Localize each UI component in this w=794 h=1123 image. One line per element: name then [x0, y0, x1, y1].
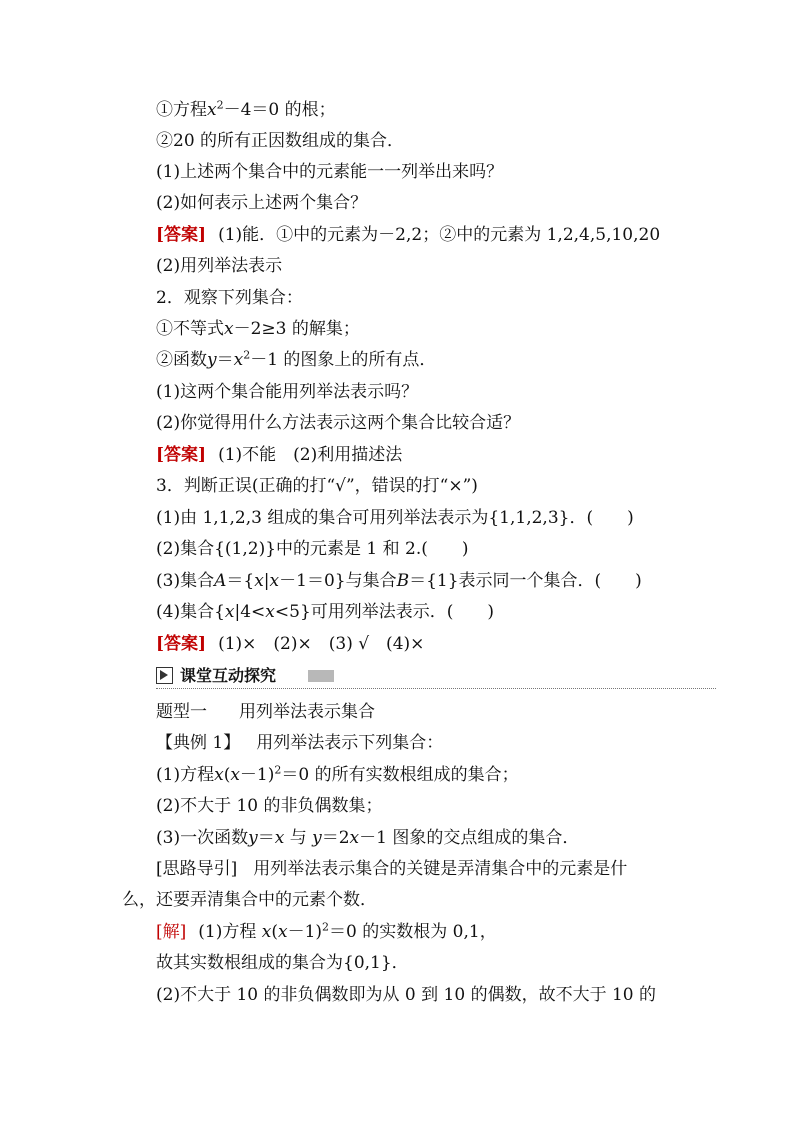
example-label: 【典例 1】 — [156, 733, 241, 753]
section-header — [156, 664, 716, 689]
text-line: (2)集合{(1,2)}中的元素是 1 和 2.( ) — [156, 539, 469, 559]
example-line: 【典例 1】 用列举法表示下列集合： — [156, 733, 444, 753]
text-line: (3)一次函数y＝x 与 y＝2x－1 图象的交点组成的集合． — [156, 828, 580, 848]
text-line: ②函数$y=x^2-1$ 的图象上的所有点． — [156, 348, 437, 370]
answer-tag: [答案] — [156, 225, 207, 245]
text-line: (3)集合A＝{x|x－1＝0}与集合B＝{1}表示同一个集合．( ) — [156, 571, 642, 591]
answer-line: [答案] (1)不能 (2)利用描述法 — [156, 445, 403, 465]
answer-tag: [答案] — [156, 445, 207, 465]
text-line: ①方程$x^2-4=0$ 的根； — [156, 98, 336, 120]
section-shade-bar — [308, 670, 334, 682]
text-line: (4)集合{x|4<x<5}可用列举法表示．( ) — [156, 602, 495, 622]
solution-tag: [解] — [156, 922, 187, 942]
text-line: (2)如何表示上述两个集合？ — [156, 193, 368, 213]
text-line: ①不等式x－2≥3 的解集； — [156, 319, 360, 339]
text-line: (1)由 1,1,2,3 组成的集合可用列举法表示为{1,1,2,3}．( ) — [156, 508, 634, 528]
text-line: (2)用列举法表示 — [156, 256, 283, 276]
solution-line: [解] (1)方程 $x(x-1)^2=0$ 的实数根为 0,1， — [156, 920, 497, 942]
question-heading: 2．观察下列集合： — [156, 288, 303, 308]
play-arrow-icon — [156, 667, 173, 684]
text-line: (2)你觉得用什么方法表示这两个集合比较合适？ — [156, 413, 521, 433]
text-line: (2)不大于 10 的非负偶数集； — [156, 796, 383, 816]
hint-label: [思路导引] — [156, 859, 238, 879]
answer-line: [答案] (1)× (2)× (3) √ (4)× — [156, 634, 425, 654]
text-line: (2)不大于 10 的非负偶数即为从 0 到 10 的偶数，故不大于 10 的 — [156, 985, 657, 1005]
text-line: 故其实数根组成的集合为{0,1}． — [156, 953, 409, 973]
answer-line: [答案] (1)能．①中的元素为－2,2；②中的元素为 1,2,4,5,10,20 — [156, 225, 661, 245]
text-line: (1)这两个集合能用列举法表示吗？ — [156, 382, 419, 402]
answer-tag: [答案] — [156, 634, 207, 654]
type-heading: 题型一 用列举法表示集合 — [156, 702, 375, 722]
text-line: 么，还要弄清集合中的元素个数． — [122, 890, 377, 910]
text-line: (1)方程$x(x-1)^2=0$ 的所有实数根组成的集合； — [156, 763, 519, 785]
section-title: 课堂互动探究 — [180, 666, 277, 685]
question-heading: 3．判断正误(正确的打“√”，错误的打“×”) — [156, 476, 478, 496]
text-line: ②20 的所有正因数组成的集合． — [156, 131, 405, 151]
hint-line: [思路导引] 用列举法表示集合的关键是弄清集合中的元素是什 — [156, 859, 628, 879]
text-line: (1)上述两个集合中的元素能一一列举出来吗？ — [156, 162, 504, 182]
